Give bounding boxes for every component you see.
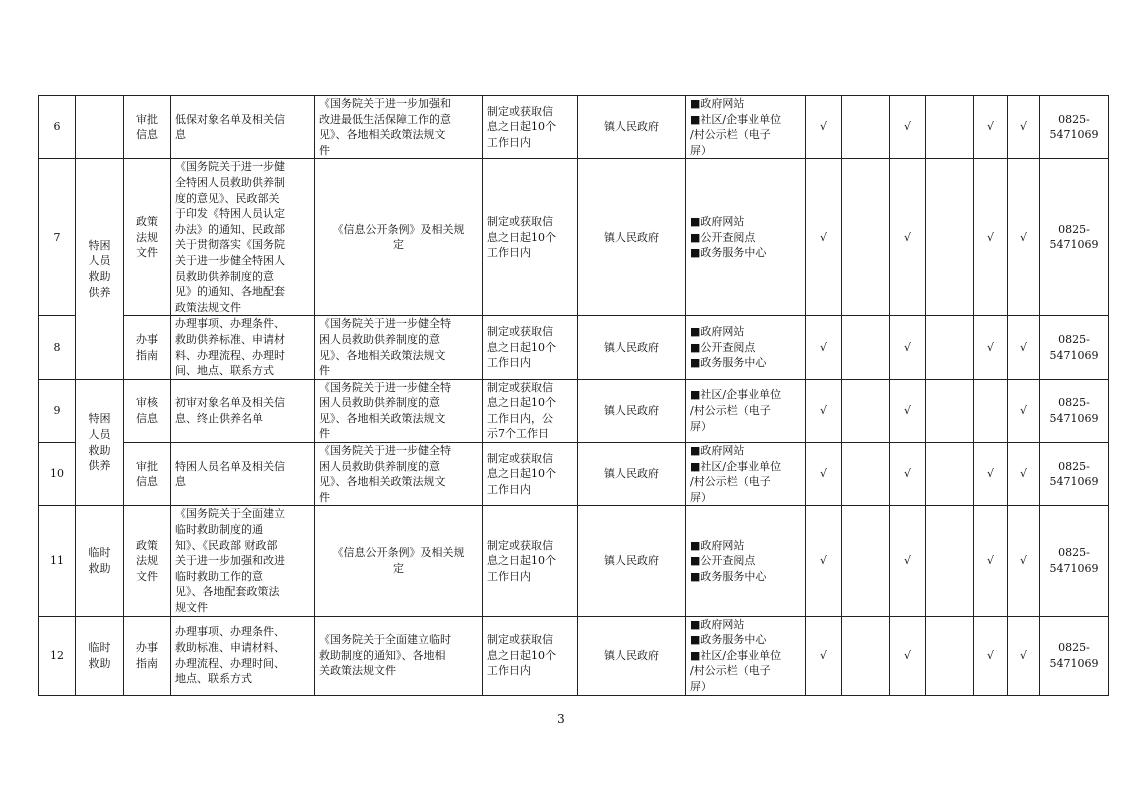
mark-cell (926, 506, 974, 616)
row-number: 12 (39, 616, 76, 695)
channel-cell: ■社区/企事业单位 /村公示栏（电子 屏） (686, 379, 806, 442)
row-number: 9 (39, 379, 76, 442)
table-row (39, 443, 1109, 506)
mark-cell: √ (890, 159, 926, 316)
mark-cell: √ (890, 506, 926, 616)
row-number: 6 (39, 96, 76, 159)
mark-cell: √ (974, 159, 1008, 316)
content-cell: 《国务院关于全面建立 临时救助制度的通 知》、《民政部 财政部 关于进一步加强和改进 临时救助工作的意 见》、各地配套政策法 规文件 (171, 506, 315, 616)
subject-cell: 镇人民政府 (578, 96, 686, 159)
subtype-cell: 审核 信息 (124, 379, 171, 442)
mark-cell: √ (1008, 616, 1040, 695)
time-limit-cell: 制定或获取信 息之日起10个 工作日内 (483, 96, 578, 159)
time-limit-cell: 制定或获取信 息之日起10个 工作日内，公 示7个工作日 (483, 379, 578, 442)
mark-cell: √ (890, 379, 926, 442)
mark-cell: √ (806, 379, 842, 442)
phone-cell: 0825- 5471069 (1040, 616, 1109, 695)
mark-cell: √ (974, 443, 1008, 506)
mark-cell (842, 616, 890, 695)
mark-cell: √ (974, 316, 1008, 379)
content-cell: 特困人员名单及相关信 息 (171, 443, 315, 506)
subtype-cell: 政策 法规 文件 (124, 159, 171, 316)
mark-cell: √ (806, 443, 842, 506)
row-number: 7 (39, 159, 76, 316)
phone-cell: 0825- 5471069 (1040, 159, 1109, 316)
category-cell: 临时 救助 (76, 506, 124, 616)
row-number: 8 (39, 316, 76, 379)
mark-cell: √ (1008, 96, 1040, 159)
time-limit-cell: 制定或获取信 息之日起10个 工作日内 (483, 506, 578, 616)
table-row (39, 96, 1109, 159)
content-cell: 低保对象名单及相关信 息 (171, 96, 315, 159)
basis-cell: 《国务院关于进一步健全特 困人员救助供养制度的意 见》、各地相关政策法规文 件 (315, 316, 483, 379)
mark-cell: √ (806, 316, 842, 379)
mark-cell: √ (1008, 379, 1040, 442)
content-cell: 初审对象名单及相关信 息、终止供养名单 (171, 379, 315, 442)
mark-cell: √ (1008, 443, 1040, 506)
page-number: 3 (557, 712, 565, 726)
basis-cell: 《信息公开条例》及相关规 定 (315, 506, 483, 616)
row-number: 11 (39, 506, 76, 616)
mark-cell: √ (1008, 506, 1040, 616)
channel-cell: ■政府网站 ■公开查阅点 ■政务服务中心 (686, 506, 806, 616)
phone-cell: 0825- 5471069 (1040, 506, 1109, 616)
mark-cell (842, 316, 890, 379)
row-number: 10 (39, 443, 76, 506)
mark-cell: √ (1008, 159, 1040, 316)
basis-cell: 《信息公开条例》及相关规 定 (315, 159, 483, 316)
channel-cell: ■政府网站 ■政务服务中心 ■社区/企事业单位 /村公示栏（电子 屏） (686, 616, 806, 695)
content-cell: 办理事项、办理条件、 救助供养标准、申请材 料、办理流程、办理时 间、地点、联系方式 (171, 316, 315, 379)
channel-cell: ■政府网站 ■社区/企事业单位 /村公示栏（电子 屏） (686, 443, 806, 506)
basis-cell: 《国务院关于进一步健全特 困人员救助供养制度的意 见》、各地相关政策法规文 件 (315, 443, 483, 506)
mark-cell (926, 159, 974, 316)
table-row (39, 316, 1109, 379)
mark-cell (842, 159, 890, 316)
mark-cell: √ (1008, 316, 1040, 379)
subtype-cell: 审批 信息 (124, 443, 171, 506)
time-limit-cell: 制定或获取信 息之日起10个 工作日内 (483, 159, 578, 316)
phone-cell: 0825- 5471069 (1040, 316, 1109, 379)
basis-cell: 《国务院关于全面建立临时 救助制度的通知》、各地相 关政策法规文件 (315, 616, 483, 695)
mark-cell: √ (974, 506, 1008, 616)
category-cell (76, 96, 124, 159)
mark-cell: √ (974, 616, 1008, 695)
mark-cell: √ (806, 616, 842, 695)
subtype-cell: 审批 信息 (124, 96, 171, 159)
content-cell: 《国务院关于进一步健 全特困人员救助供养制 度的意见》、民政部关 于印发《特困人员认定 办法》的通知、民政部 关于贯彻落实《国务院 关于进一步健全特困人 员救助供养制度的意 见》的通知、各地配套 政策法规文件 (171, 159, 315, 316)
content-cell: 办理事项、办理条件、 救助标准、申请材料、 办理流程、办理时间、 地点、联系方式 (171, 616, 315, 695)
subject-cell: 镇人民政府 (578, 316, 686, 379)
mark-cell: √ (806, 506, 842, 616)
subject-cell: 镇人民政府 (578, 506, 686, 616)
subject-cell: 镇人民政府 (578, 443, 686, 506)
phone-cell: 0825- 5471069 (1040, 443, 1109, 506)
table-row (39, 159, 1109, 316)
channel-cell: ■政府网站 ■公开查阅点 ■政务服务中心 (686, 316, 806, 379)
mark-cell (926, 316, 974, 379)
mark-cell (926, 379, 974, 442)
mark-cell (842, 506, 890, 616)
category-cell: 特困 人员 救助 供养 (76, 159, 124, 379)
subtype-cell: 办事 指南 (124, 616, 171, 695)
mark-cell (842, 443, 890, 506)
mark-cell (926, 96, 974, 159)
basis-cell: 《国务院关于进一步健全特 困人员救助供养制度的意 见》、各地相关政策法规文 件 (315, 379, 483, 442)
category-cell: 临时 救助 (76, 616, 124, 695)
subject-cell: 镇人民政府 (578, 616, 686, 695)
phone-cell: 0825- 5471069 (1040, 379, 1109, 442)
mark-cell: √ (890, 316, 926, 379)
mark-cell: √ (890, 616, 926, 695)
mark-cell (842, 96, 890, 159)
mark-cell (974, 379, 1008, 442)
mark-cell (842, 379, 890, 442)
time-limit-cell: 制定或获取信 息之日起10个 工作日内 (483, 316, 578, 379)
subtype-cell: 政策 法规 文件 (124, 506, 171, 616)
phone-cell: 0825- 5471069 (1040, 96, 1109, 159)
subject-cell: 镇人民政府 (578, 159, 686, 316)
time-limit-cell: 制定或获取信 息之日起10个 工作日内 (483, 443, 578, 506)
subtype-cell: 办事 指南 (124, 316, 171, 379)
table-row (39, 506, 1109, 616)
channel-cell: ■政府网站 ■公开查阅点 ■政务服务中心 (686, 159, 806, 316)
mark-cell (926, 616, 974, 695)
channel-cell: ■政府网站 ■社区/企事业单位 /村公示栏（电子 屏） (686, 96, 806, 159)
table-row (39, 379, 1109, 442)
mark-cell (926, 443, 974, 506)
table-row (39, 616, 1109, 695)
disclosure-table (38, 95, 1109, 696)
category-cell: 特困 人员 救助 供养 (76, 379, 124, 506)
basis-cell: 《国务院关于进一步加强和 改进最低生活保障工作的意 见》、各地相关政策法规文 件 (315, 96, 483, 159)
mark-cell: √ (806, 96, 842, 159)
mark-cell: √ (890, 443, 926, 506)
subject-cell: 镇人民政府 (578, 379, 686, 442)
mark-cell: √ (974, 96, 1008, 159)
mark-cell: √ (806, 159, 842, 316)
time-limit-cell: 制定或获取信 息之日起10个 工作日内 (483, 616, 578, 695)
mark-cell: √ (890, 96, 926, 159)
